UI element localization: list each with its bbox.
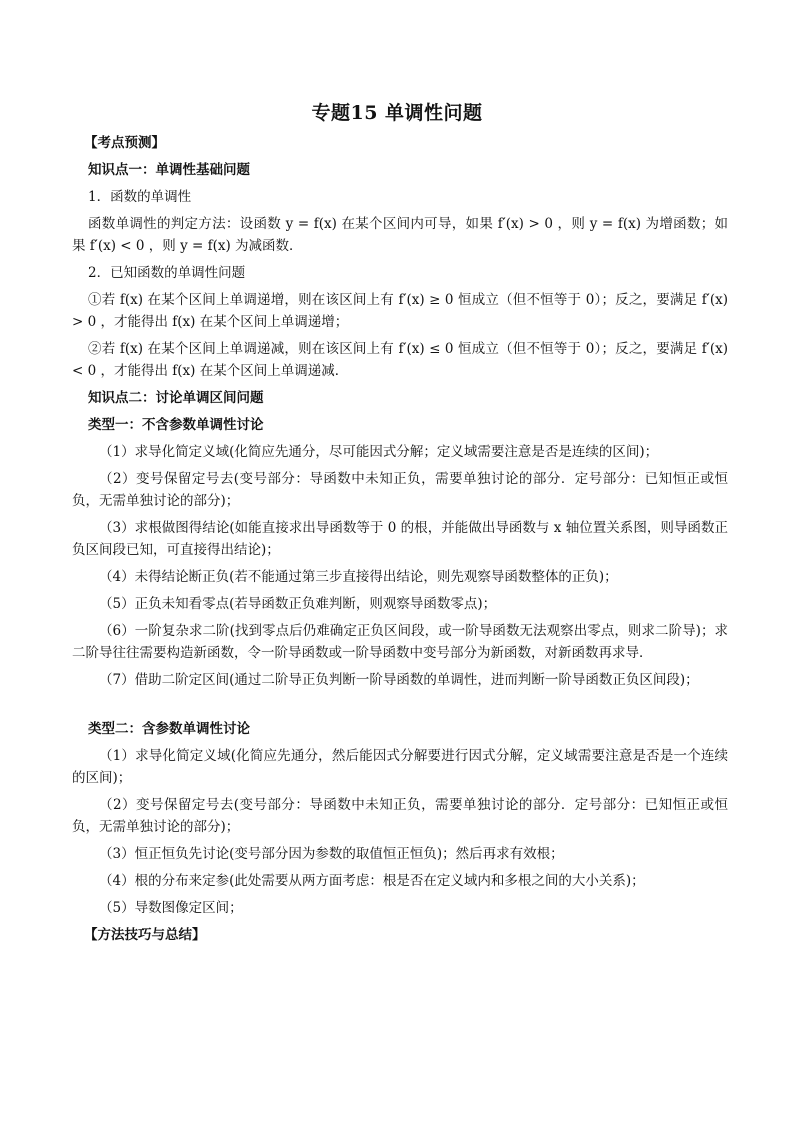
type-1-item: （3）求根做图得结论(如能直接求出导函数等于 0 的根，并能做出导函数与 x 轴位置关系图，则导函数正负区间段已知，可直接得出结论)； — [72, 520, 728, 558]
type-1-item: （4）未得结论断正负(若不能通过第三步直接得出结论，则先观察导函数整体的正负)； — [99, 569, 618, 585]
type-2-item: （3）恒正恒负先讨论(变号部分因为参数的取值恒正恒负)；然后再求有效根； — [99, 846, 564, 862]
document-body — [72, 132, 728, 951]
page-title: 专题15 单调性问题 — [311, 102, 483, 124]
type-1-item: （7）借助二阶定区间(通过二阶导正负判断一阶导函数的单调性，进而判断一阶导函数正负区间段)； — [99, 672, 699, 688]
subsection-1-text: 函数单调性的判定方法：设函数 y = f(x) 在某个区间内可导，如果 f′(x) > 0 ，则 y = f(x) 为增函数；如果 f′(x) < 0 ，则 y = f(x) 为减函数． — [72, 216, 728, 254]
type-2-item: （2）变号保留定号去(变号部分：导函数中未知正负，需要单独讨论的部分．定号部分：已知恒正或恒负，无需单独讨论的部分)； — [72, 797, 728, 835]
section-forecast-heading: 【考点预测】 — [84, 135, 165, 151]
subsection-1-heading: 1．函数的单调性 — [88, 189, 192, 205]
subsection-2-heading: 2．已知函数的单调性问题 — [88, 265, 246, 281]
type-1-item: （6）一阶复杂求二阶(找到零点后仍难确定正负区间段，或一阶导函数无法观察出零点，则求二阶导)；求二阶导往往需要构造新函数，令一阶导函数或一阶导函数中变号部分为新函数，对新函数再求导． — [72, 623, 728, 661]
type-1-heading: 类型一：不含参数单调性讨论 — [88, 417, 264, 433]
subsection-2-paragraph-2: ②若 f(x) 在某个区间上单调递减，则在该区间上有 f′(x) ≤ 0 恒成立（但不恒等于 0）；反之，要满足 f′(x) < 0 ，才能得出 f(x) 在某个区间上单调递减． — [72, 341, 728, 379]
type-2-item: （5）导数图像定区间； — [99, 900, 243, 916]
type-1-item: （5）正负未知看零点(若导函数正负难判断，则观察导函数零点)； — [99, 596, 497, 612]
section-method-heading: 【方法技巧与总结】 — [84, 927, 206, 943]
spacer — [72, 696, 728, 718]
knowledge-point-1-heading: 知识点一：单调性基础问题 — [88, 162, 250, 178]
type-2-heading: 类型二：含参数单调性讨论 — [88, 721, 250, 737]
type-1-item: （2）变号保留定号去(变号部分：导函数中未知正负，需要单独讨论的部分．定号部分：已知恒正或恒负，无需单独讨论的部分)； — [72, 471, 728, 509]
subsection-2-paragraph-1: ①若 f(x) 在某个区间上单调递增，则在该区间上有 f′(x) ≥ 0 恒成立（但不恒等于 0）；反之，要满足 f′(x) > 0 ，才能得出 f(x) 在某个区间上单调递增； — [72, 292, 728, 330]
type-2-item: （1）求导化简定义域(化简应先通分，然后能因式分解要进行因式分解，定义域需要注意是否是一个连续的区间)； — [72, 748, 728, 786]
type-1-item: （1）求导化简定义域(化简应先通分，尽可能因式分解；定义域需要注意是否是连续的区间)； — [99, 444, 659, 460]
type-2-item: （4）根的分布来定参(此处需要从两方面考虑：根是否在定义域内和多根之间的大小关系)； — [99, 873, 645, 889]
knowledge-point-2-heading: 知识点二：讨论单调区间问题 — [88, 390, 264, 406]
